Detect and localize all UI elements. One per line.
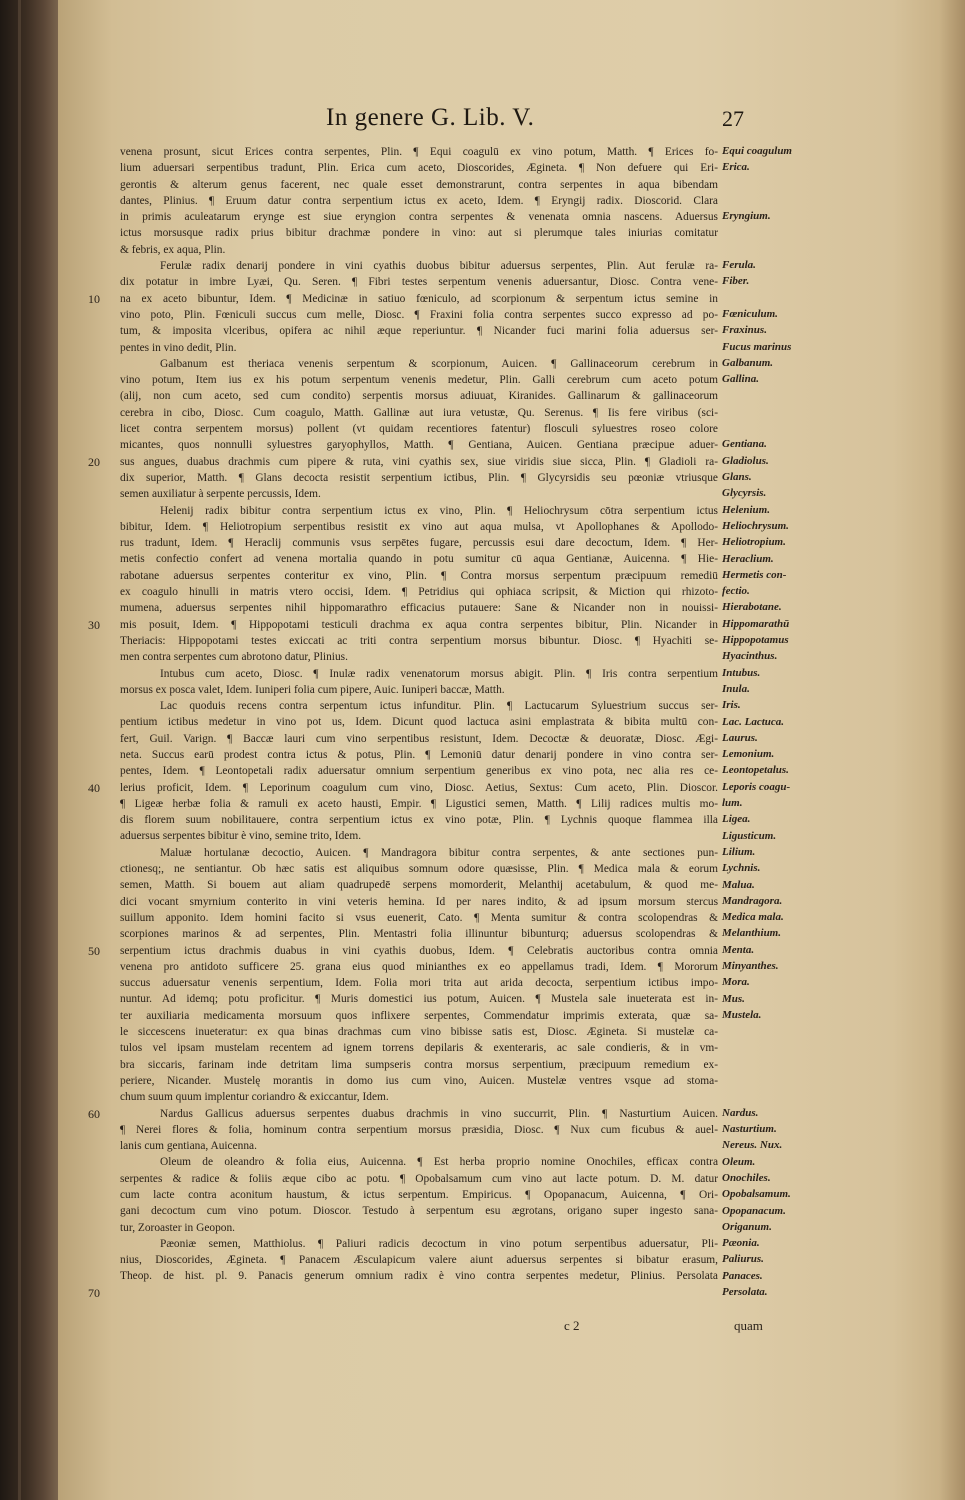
margin-note: Onochiles. bbox=[722, 1171, 771, 1184]
margin-note: Ferula. bbox=[722, 259, 756, 272]
text-line: Theop. de hist. pl. 9. Panacis generum omnium radix è vino contra serpentes medetur, Plinius. Persolata bbox=[120, 1270, 718, 1283]
text-line: ctionesq;, ne sentiantur. Ob hæc satis est aliquibus somnum odore quæsisse, Plin. ¶ Medica mala & eorum bbox=[120, 863, 718, 876]
margin-note: Intubus. bbox=[722, 666, 761, 679]
page-header bbox=[58, 104, 965, 144]
margin-note: Mandragora. bbox=[722, 894, 783, 907]
text-line: mis posuit, Idem. ¶ Hippopotami testiculi drachma ex aqua contra serpentes bibitur, Plin. Nicander in bbox=[120, 618, 718, 631]
margin-note: Mustela. bbox=[722, 1008, 762, 1021]
text-line: cum lacte contra aconitum haustum, & ictus serpentum. Empiricus. ¶ Opopanacum, Auicenna, ¶ Ori- bbox=[120, 1189, 718, 1201]
margin-note: Melanthium. bbox=[722, 927, 781, 940]
text-line: pentes in vino dedit, Plin. bbox=[120, 341, 237, 354]
text-line: nuntur. Ad idemq; potu proficitur. ¶ Muris domestici ius potum, Auicen. ¶ Mustela sale inueterata est in- bbox=[120, 993, 718, 1006]
text-line: rabotane aduersus serpentes conteritur ex vino, Plin. ¶ Contra morsus serpentum præcipuum remediū bbox=[120, 569, 718, 582]
margin-note: Galbanum. bbox=[722, 356, 774, 369]
margin-note: Hyacinthus. bbox=[722, 650, 778, 663]
margin-note: Glans. bbox=[722, 471, 752, 483]
margin-note: Ligea. bbox=[722, 813, 751, 826]
text-line: vino potum, Item ius ex his potum serpentum venenis medetur, Plin. Galli cerebrum cum aceto potum bbox=[120, 374, 718, 387]
text-line: semen auxiliatur à serpente percussis, Idem. bbox=[120, 488, 321, 501]
running-title: In genere G. Lib. V. bbox=[326, 104, 535, 131]
margin-note: Mus. bbox=[722, 992, 745, 1005]
text-line: micantes, quos nonnulli syluestres garyophyllos, Matth. ¶ Gentiana, Auicen. Gentiana præcipue aduer- bbox=[120, 439, 718, 452]
text-line: Lac quoduis recens contra serpentum ictus infunditur. Plin. ¶ Lactucarum Syluestrium succus ser- bbox=[160, 700, 718, 713]
text-line: tulos vel ipsam mustelam recentem ad ignem torrens depilaris & exenteraris, ac sale condieris, & in vm- bbox=[120, 1042, 718, 1055]
text-line: pentes, Idem. ¶ Leontopetali radix aduersatur omnium serpentium generibus ex vino pota, nec alia res ce- bbox=[120, 765, 718, 778]
margin-note: Hippopotamus bbox=[722, 634, 789, 646]
text-line: gani decoctum cum vino potum. Dioscor. Testudo à serpentum esu ægrotans, origano super ingesto sana- bbox=[120, 1205, 718, 1218]
line-number: 70 bbox=[88, 1286, 100, 1300]
text-line: Theriacis: Hippopotami testes exiccati ac triti contra serpentium morsus bibuntur. Diosc. ¶ Hyachiti se- bbox=[120, 634, 718, 647]
text-line: Galbanum est theriaca venenis serpentum & scorpionum, Auicen. ¶ Gallinaceorum cerebrum in bbox=[160, 357, 718, 370]
text-line: mumena, aduersus serpentes nihil hippomarathro efficacius putauere: Sane & Nicander non in nouissi- bbox=[120, 602, 718, 615]
text-line: tum, & imposita vlceribus, opifera ac nihil æque reperiuntur. ¶ Nicander fuci marini folia aduersus ser- bbox=[120, 325, 718, 338]
text-line: dantes, Plinius. ¶ Eruum datur contra serpentium ictus ex aceto, Idem. ¶ Eryngij radix. Dioscorid. Clara bbox=[120, 194, 718, 207]
text-line: vino poto, Plin. Fœniculi succus cum melle, Diosc. ¶ Fraxini folia contra serpentes succo expresso ad po- bbox=[120, 308, 718, 321]
text-line: & febris, ex aqua, Plin. bbox=[120, 243, 226, 256]
text-line: bibitur, Idem. ¶ Heliotropium serpentibus resistit ex vino aut aqua mulsa, vt Apollophanes & Apollodo- bbox=[120, 520, 718, 533]
margin-note: Heliotropium. bbox=[722, 536, 786, 549]
text-line: Helenij radix bibitur contra serpentium ictus ex vino, Plin. ¶ Heliochrysum cōtra serpentium ictus bbox=[160, 504, 718, 517]
text-line: suillum apponito. Idem homini facito si vsus euenerit, Cato. ¶ Menta sumitur & contra scolopendras & bbox=[120, 911, 718, 924]
text-line: chum suum quum implentur coriandro & exiccantur, Idem. bbox=[120, 1091, 389, 1104]
margin-note: Menta. bbox=[722, 943, 755, 956]
line-number: 40 bbox=[88, 780, 100, 795]
margin-note: Fucus marinus bbox=[722, 340, 792, 353]
margin-note: Fiber. bbox=[722, 275, 750, 288]
margin-note: Hippomarathū bbox=[722, 617, 790, 630]
margin-note: Nereus. Nux. bbox=[722, 1139, 783, 1152]
text-line: rus tradunt, Idem. ¶ Heraclij communis vsus serpētes fugare, percussis esui dare decoctum, Idem. ¶ Her- bbox=[120, 537, 718, 550]
text-line: dix potatur in imbre Lyæi, Qu. Seren. ¶ Fibri testes serpentum venenis aduersantur, Diosc. Contra vene- bbox=[120, 276, 718, 289]
margin-note: Gentiana. bbox=[722, 438, 767, 451]
text-line: ¶ Nerei flores & folia, hominum contra serpentium morsus præsidia, Diosc. ¶ Nux cum ficubus & auel- bbox=[120, 1123, 718, 1136]
margin-note: Gladiolus. bbox=[722, 454, 769, 467]
text-line: succus aduersatur venenis serpentium, Idem. Folia mori trita aut arida decocta, serpentium ictibus impo- bbox=[120, 977, 718, 990]
text-line: fert, Guil. Varign. ¶ Baccæ lauri cum vino serpentibus resistunt, Idem. Decoctæ & deuoratæ, Diosc. Ægi- bbox=[120, 732, 718, 745]
line-number: 60 bbox=[88, 1106, 100, 1121]
text-line: na ex aceto bibuntur, Idem. ¶ Medicinæ in satiuo fœniculo, ad scorpionum & serpentum ictus semine in bbox=[120, 292, 718, 305]
margin-note: Heraclium. bbox=[722, 552, 774, 565]
text-line: ¶ Ligeæ herbæ folia & ramuli ex aceto hausti, Empir. ¶ Ligustici semen, Matth. ¶ Lilij radices multis mo- bbox=[120, 797, 718, 810]
margin-note: Minyanthes. bbox=[722, 960, 779, 972]
margin-note: Equi coagulum bbox=[722, 145, 792, 157]
margin-note: lum. bbox=[722, 797, 743, 809]
margin-note: Lac. Lactuca. bbox=[722, 715, 785, 728]
margin-note: Fraxinus. bbox=[722, 324, 767, 337]
text-line: dis florem suum nobilitauere, contra serpentium ictus ex vino potæ, Plin. ¶ Lychnis quoque flammea illa bbox=[120, 814, 718, 827]
text-line: ex coagulo hinulli in matris vtero occisi, Idem. ¶ Petridius qui ophiaca scripsit, & Miction qui rhizoto- bbox=[120, 586, 718, 599]
margin-note: Malua. bbox=[722, 878, 755, 891]
text-line: metis confectio confert ad venena mortalia quando in potu sumitur cū aqua Gentianæ, Auicenna. ¶ Hie- bbox=[120, 553, 718, 566]
text-line: pentium ictibus medetur in vino pot us, Idem. Dicunt quod lactuca asini emplastrata & bibita multū con- bbox=[120, 716, 718, 729]
margin-note: Inula. bbox=[722, 682, 750, 695]
text-line: Ferulæ radix denarij pondere in vini cyathis duobus bibitur aduersus serpentes, Plin. Aut ferulæ ra- bbox=[160, 260, 718, 273]
page-number: 27 bbox=[722, 106, 744, 131]
margin-note: Hierabotane. bbox=[722, 601, 782, 614]
text-line: morsus ex posca valet, Idem. Iuniperi folia cum pipere, Auic. Iuniperi baccæ, Matth. bbox=[120, 683, 505, 696]
text-line: bra siccaris, farinam inde detritam lima sumpseris contra morsus serpentium, præcipuum remedium ex- bbox=[120, 1058, 718, 1071]
text-line: neta. Succus earū prodest contra ictus & potus, Plin. ¶ Lemoniū datur denarij pondere in vino contra ser- bbox=[120, 748, 718, 761]
text-line: aduersus serpentes bibitur è vino, semine trito, Idem. bbox=[120, 830, 362, 843]
catchword: quam bbox=[734, 1318, 763, 1333]
text-line: Oleum de oleandro & folia eius, Auicenna. ¶ Est herba proprio nomine Onochiles, efficax contra bbox=[160, 1156, 718, 1169]
text-line: le siccescens inueteratur: ex qua binas drachmas cum vino bibisse satis est, Diosc. Ægineta. Si mustelæ ca- bbox=[120, 1026, 718, 1039]
text-line: venena pro antidoto sufficere 25. grana eius quod minianthes ex eo appellamus tradi, Idem. ¶ Mororum bbox=[120, 960, 718, 973]
text-line: periere, Nicander. Mustelę morantis in domo ius cum vino, Auicen. Mustelæ ventres vsque ad stoma- bbox=[120, 1074, 718, 1087]
margin-note: Heliochrysum. bbox=[722, 519, 789, 532]
margin-note: Origanum. bbox=[722, 1220, 772, 1233]
text-line: tur, Zoroaster in Geopon. bbox=[120, 1221, 236, 1234]
margin-note: Hermetis con- bbox=[722, 568, 787, 581]
text-line: dici vocant smyrnium conterito in vini veteris hemina. Id per nares indito, & ad ipsum morsum stercus bbox=[120, 895, 718, 908]
margin-note: Gallina. bbox=[722, 373, 759, 386]
margin-note: Nardus. bbox=[722, 1106, 759, 1119]
margin-note: Fœniculum. bbox=[722, 308, 778, 320]
text-line: nius, Dioscorides, Ægineta. ¶ Panacem Æsculapicum valere aiunt aduersus serpentes si bibatur erasum, bbox=[120, 1254, 718, 1267]
margin-note: Erica. bbox=[722, 161, 750, 174]
book-spine bbox=[0, 0, 58, 1500]
margin-note: Iris. bbox=[722, 699, 741, 712]
margin-note: Laurus. bbox=[722, 731, 758, 744]
margin-note: Oleum. bbox=[722, 1155, 756, 1168]
margin-note: Ligusticum. bbox=[722, 829, 777, 842]
margin-note: Pæonia. bbox=[722, 1237, 760, 1250]
margin-note: Lychnis. bbox=[722, 862, 761, 875]
margin-note: Medica mala. bbox=[722, 911, 784, 924]
margin-note: fectio. bbox=[722, 585, 750, 598]
text-line: scorpiones marinos & ad serpentes, Plin. Mentastri folia illinuntur bibunturq; aduersus scolopendras & bbox=[120, 928, 718, 941]
body-text bbox=[120, 144, 718, 1285]
book-page bbox=[58, 0, 965, 1500]
text-line: dix superior, Matth. ¶ Glans decocta resistit serpentium ictibus, Plin. ¶ Glycyrsidis seu pœoniæ vtriusque bbox=[120, 471, 718, 484]
margin-note: Opopanacum. bbox=[722, 1204, 786, 1217]
margin-note: Persolata. bbox=[722, 1286, 768, 1298]
text-line: cerebra in cibo, Diosc. Cum coagulo, Matth. Gallinæ aut iura vetustæ, Qu. Serenus. ¶ Iis fere viribus (sci- bbox=[120, 406, 718, 419]
line-number: 30 bbox=[88, 617, 100, 632]
signature-mark: c 2 bbox=[564, 1318, 580, 1333]
margin-note: Panaces. bbox=[722, 1269, 763, 1282]
text-line: Pæoniæ semen, Matthiolus. ¶ Paliuri radicis decoctum in vino potum serpentibus aduersatur, Pli- bbox=[160, 1237, 718, 1250]
line-number: 50 bbox=[88, 943, 100, 958]
text-line: lanis cum gentiana, Auicenna. bbox=[120, 1140, 257, 1153]
margin-note: Leporis coagu- bbox=[722, 780, 791, 793]
margin-note: Helenium. bbox=[722, 503, 770, 516]
text-line: ictus morsusque radix prius bibitur drachmæ pondere in vino: aut si plerumque tales iniurias comitatur bbox=[120, 227, 718, 240]
text-line: semen, Matth. Si bouem aut aliam quadrupedē serpens momorderit, Melanthij acetabulum, & quod me- bbox=[120, 879, 718, 892]
text-line: ter auxiliaria medicamenta morsuum quos inflixere serpentes, Commendatur imprimis exterata, quæ sa- bbox=[120, 1009, 718, 1022]
line-number: 10 bbox=[88, 291, 100, 306]
line-number: 20 bbox=[88, 454, 100, 469]
text-line: lium aduersari serpentibus tradunt, Plin. Erica cum aceto, Dioscorides, Ægineta. ¶ Non defuere qui Eri- bbox=[120, 162, 718, 175]
margin-note: Mora. bbox=[722, 976, 750, 989]
text-line: serpentes & radice & foliis æque cibo ac potu. ¶ Opobalsamum cum vino aut lacte potum. D. M. datur bbox=[120, 1172, 718, 1185]
text-line: venena prosunt, sicut Erices contra serpentes, Plin. ¶ Equi coagulū ex vino potum, Matth. ¶ Erices fo- bbox=[120, 146, 718, 158]
text-line: lerius proficit, Idem. ¶ Leporinum coagulum cum vino, Diosc. Aetius, Sextus: Cum aceto, Plin. Dioscor. bbox=[120, 781, 718, 794]
text-line: men contra serpentes cum abrotono datur, Plinius. bbox=[120, 651, 348, 664]
text-line: sus angues, duabus drachmis cum pipere & ruta, vini cyathis sex, siue viridis siue sicca, Plin. ¶ Gladioli ra- bbox=[120, 455, 718, 468]
margin-note: Eryngium. bbox=[722, 210, 771, 223]
margin-note: Lilium. bbox=[722, 845, 756, 858]
text-line: licet contra serpentem morsus) pollent (vt quidam recentiores fatentur) flosculi syluestres roseo colore bbox=[120, 423, 718, 436]
margin-note: Nasturtium. bbox=[722, 1123, 777, 1135]
margin-note: Paliurus. bbox=[722, 1253, 764, 1266]
text-line: (alij, non cum aceto, sed cum condito) serpentis morsus adiuuat, Kiranides. Gallinarum & gallinaceorum bbox=[120, 390, 718, 403]
text-line: Maluæ hortulanæ decoctio, Auicen. ¶ Mandragora bibitur contra serpentes, & ante sectiones pun- bbox=[160, 846, 718, 859]
margin-note: Leontopetalus. bbox=[722, 764, 789, 777]
margin-note: Opobalsamum. bbox=[722, 1188, 791, 1201]
text-line: Intubus cum aceto, Diosc. ¶ Inulæ radix venenatorum morsus abigit. Plin. ¶ Iris contra serpentium bbox=[160, 667, 718, 680]
text-line: serpentium ictus drachmis duabus in vini cyathis duobus, Idem. ¶ Celebratis auctoribus contra omnia bbox=[120, 944, 718, 957]
margin-note: Glycyrsis. bbox=[722, 487, 767, 500]
text-line: in primis aculeatarum erynge est siue eryngion contra serpentes & venenata omnia nascens. Aduersus bbox=[120, 211, 718, 224]
text-line: Nardus Gallicus aduersus serpentes duabus drachmis in vino succurrit, Plin. ¶ Nasturtium Auicen. bbox=[160, 1107, 718, 1120]
text-line: gerontis & alterum genus facerent, nec quale esset demonstrarunt, contra serpentes in aqua bibendam bbox=[120, 178, 718, 191]
margin-note: Lemonium. bbox=[722, 748, 775, 761]
